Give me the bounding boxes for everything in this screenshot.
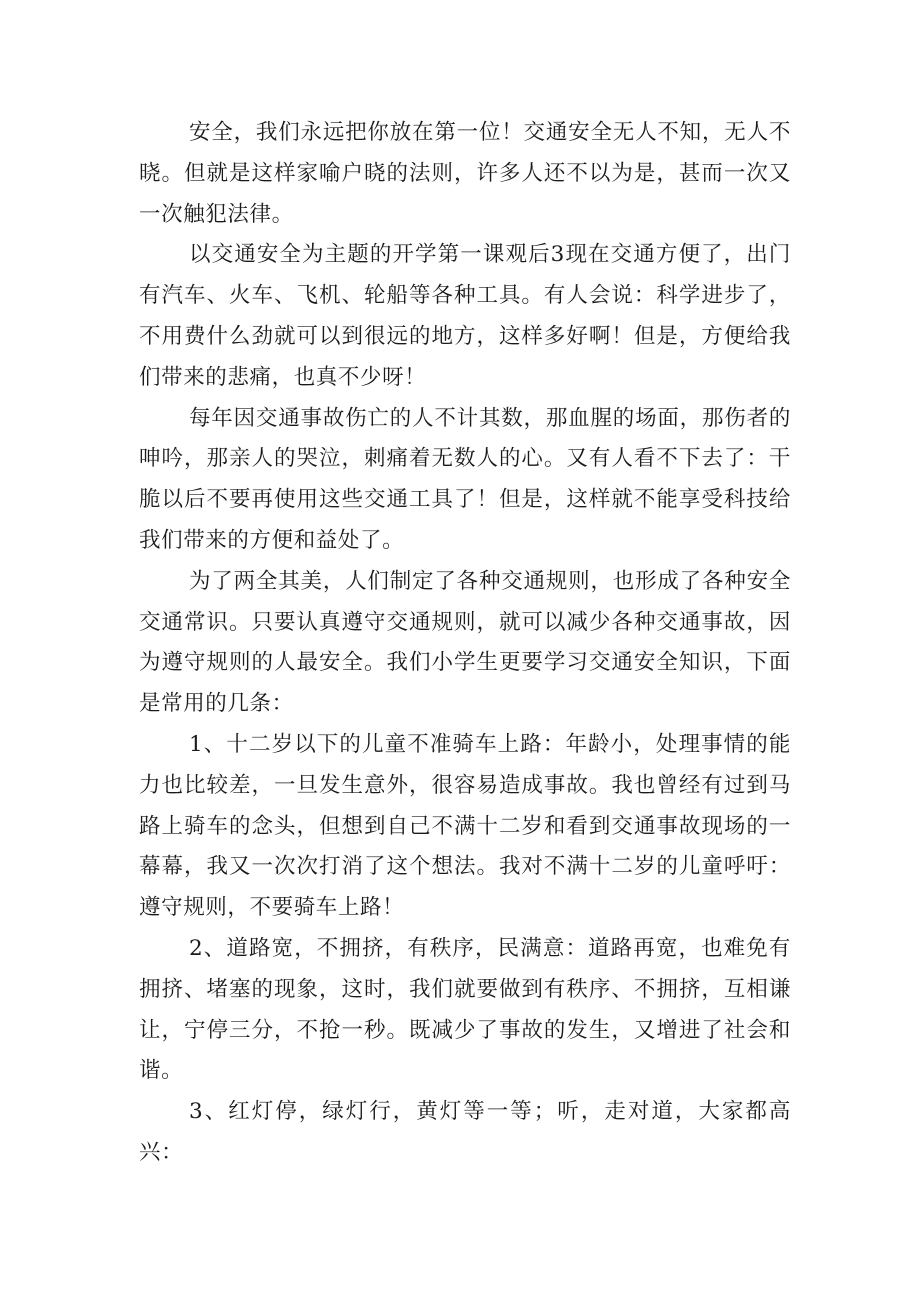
paragraph-rule-3: 3、红灯停，绿灯行，黄灯等一等；听，走对道，大家都高兴： [139,1099,791,1165]
paragraph-transport-convenience: 以交通安全为主题的开学第一课观后3现在交通方便了，出门有汽车、火车、飞机、轮船等各种工具。有人会说：科学进步了，不用费什么劲就可以到很远的地方，这样多好啊！但是，方便给我们带来的悲痛，也真不少呀！ [139,242,791,390]
paragraph-safety-first: 安全，我们永远把你放在第一位！交通安全无人不知，无人不晓。但就是这样家喻户晓的法则，许多人还不以为是，甚而一次又一次触犯法律。 [139,120,791,227]
paragraph-rule-2: 2、道路宽，不拥挤，有秩序，民满意：道路再宽，也难免有拥挤、堵塞的现象，这时，我们就要做到有秩序、不拥挤，互相谦让，宁停三分，不抢一秒。既减少了事故的发生，又增进了社会和谐。 [139,935,791,1084]
paragraph-traffic-rules: 为了两全其美，人们制定了各种交通规则，也形成了各种安全交通常识。只要认真遵守交通规则，就可以减少各种交通事故，因为遵守规则的人最安全。我们小学生更要学习交通安全知识，下面是常用的几条： [139,568,791,717]
paragraph-accident-casualties: 每年因交通事故伤亡的人不计其数，那血腥的场面，那伤者的呻吟，那亲人的哭泣，刺痛着无数人的心。又有人看不下去了：干脆以后不要再使用这些交通工具了！但是，这样就不能享受科技给我们带来的方便和益处了。 [139,405,791,553]
document-body [139,113,791,1174]
paragraph-rule-1: 1、十二岁以下的儿童不准骑车上路：年龄小，处理事情的能力也比较差，一旦发生意外，很容易造成事故。我也曾经有过到马路上骑车的念头，但想到自己不满十二岁和看到交通事故现场的一幕幕，我又一次次打消了这个想法。我对不满十二岁的儿童呼吁：遵守规则，不要骑车上路！ [139,731,791,921]
